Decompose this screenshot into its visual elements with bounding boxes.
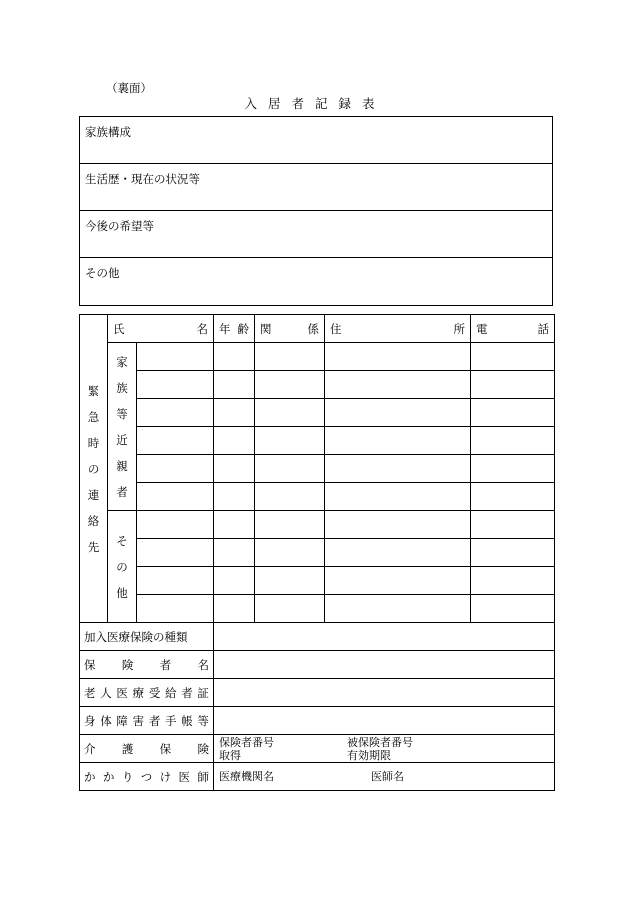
insurance-type-label: 加入医療保険の種類 [80, 623, 214, 651]
insurance-type-row [80, 623, 555, 651]
elderly-cert-label: 老 人 医 療 受 給 者 証 [80, 679, 214, 707]
notes-section [79, 116, 553, 306]
address-cell[interactable] [325, 567, 471, 595]
relation-cell[interactable] [255, 567, 325, 595]
address-cell[interactable] [325, 343, 471, 371]
address-cell[interactable] [325, 511, 471, 539]
phone-cell[interactable] [471, 567, 555, 595]
acquired-label: 取得 [219, 748, 241, 762]
care-insurance-field[interactable] [214, 735, 555, 763]
phone-cell[interactable] [471, 539, 555, 567]
relation-cell[interactable] [255, 371, 325, 399]
other-notes-field[interactable] [80, 258, 552, 305]
family-doctor-field[interactable] [214, 763, 555, 791]
name-cell[interactable] [137, 483, 214, 511]
valid-until-label: 有効期限 [347, 748, 391, 762]
name-cell[interactable] [137, 371, 214, 399]
phone-cell[interactable] [471, 399, 555, 427]
table-row [80, 483, 555, 511]
age-cell[interactable] [214, 399, 255, 427]
address-cell[interactable] [325, 427, 471, 455]
age-cell[interactable] [214, 371, 255, 399]
table-row [80, 595, 555, 623]
future-wishes-field[interactable] [80, 211, 552, 258]
name-cell[interactable] [137, 427, 214, 455]
elderly-cert-row [80, 679, 555, 707]
relation-header: 関 係 [255, 315, 325, 343]
disability-label: 身 体 障 害 者 手 帳 等 [80, 707, 214, 735]
table-header-row [80, 315, 555, 343]
address-cell[interactable] [325, 483, 471, 511]
name-cell[interactable] [137, 595, 214, 623]
address-cell[interactable] [325, 371, 471, 399]
table-row [80, 371, 555, 399]
disability-field[interactable] [214, 707, 555, 735]
life-history-label: 生活歴・現在の状況等 [85, 172, 200, 186]
insured-number-label: 被保険者番号 [347, 735, 413, 749]
age-cell[interactable] [214, 595, 255, 623]
insurer-row [80, 651, 555, 679]
relation-cell[interactable] [255, 511, 325, 539]
page-title: 入居者記録表 [244, 96, 386, 111]
insurer-number-label: 保険者番号 [219, 735, 274, 749]
table-row [80, 539, 555, 567]
name-cell[interactable] [137, 455, 214, 483]
insurer-field[interactable] [214, 651, 555, 679]
table-row [80, 427, 555, 455]
address-cell[interactable] [325, 455, 471, 483]
phone-cell[interactable] [471, 371, 555, 399]
age-cell[interactable] [214, 567, 255, 595]
phone-cell[interactable] [471, 343, 555, 371]
age-header: 年 齢 [214, 315, 255, 343]
table-row [80, 567, 555, 595]
relation-cell[interactable] [255, 595, 325, 623]
name-cell[interactable] [137, 567, 214, 595]
life-history-field[interactable] [80, 164, 552, 211]
phone-cell[interactable] [471, 483, 555, 511]
other-contacts-label: そ の 他 [108, 511, 137, 623]
relation-cell[interactable] [255, 427, 325, 455]
phone-cell[interactable] [471, 427, 555, 455]
age-cell[interactable] [214, 455, 255, 483]
address-cell[interactable] [325, 539, 471, 567]
table-row [80, 511, 555, 539]
insurer-label: 保 険 者 名 [80, 651, 214, 679]
name-cell[interactable] [137, 511, 214, 539]
care-insurance-label: 介 護 保 険 [80, 735, 214, 763]
address-cell[interactable] [325, 595, 471, 623]
age-cell[interactable] [214, 427, 255, 455]
family-doctor-label: か か り つ け 医 師 [80, 763, 214, 791]
phone-header: 電 話 [471, 315, 555, 343]
age-cell[interactable] [214, 483, 255, 511]
table-row [80, 399, 555, 427]
family-structure-field[interactable] [80, 117, 552, 164]
relation-cell[interactable] [255, 455, 325, 483]
care-insurance-row [80, 735, 555, 763]
name-cell[interactable] [137, 539, 214, 567]
address-header: 住 所 [325, 315, 471, 343]
relation-cell[interactable] [255, 343, 325, 371]
doctor-row [80, 763, 555, 791]
phone-cell[interactable] [471, 455, 555, 483]
elderly-cert-field[interactable] [214, 679, 555, 707]
age-cell[interactable] [214, 511, 255, 539]
age-cell[interactable] [214, 539, 255, 567]
future-wishes-label: 今後の希望等 [85, 219, 154, 233]
family-relatives-label: 家 族 等 近 親 者 [108, 343, 137, 511]
emergency-contact-table [79, 314, 555, 791]
age-cell[interactable] [214, 343, 255, 371]
relation-cell[interactable] [255, 539, 325, 567]
name-cell[interactable] [137, 343, 214, 371]
table-row [80, 343, 555, 371]
relation-cell[interactable] [255, 483, 325, 511]
disability-row [80, 707, 555, 735]
address-cell[interactable] [325, 399, 471, 427]
phone-cell[interactable] [471, 595, 555, 623]
relation-cell[interactable] [255, 399, 325, 427]
name-cell[interactable] [137, 399, 214, 427]
doctor-name-label: 医師名 [371, 770, 404, 783]
table-row [80, 455, 555, 483]
phone-cell[interactable] [471, 511, 555, 539]
insurance-type-field[interactable] [214, 623, 555, 651]
name-header: 氏 名 [108, 315, 214, 343]
page-side-label: （裏面） [106, 81, 152, 95]
institution-label: 医療機関名 [219, 770, 274, 783]
family-structure-label: 家族構成 [85, 125, 131, 139]
other-notes-label: その他 [85, 266, 120, 280]
emergency-contact-label: 緊 急 時 の 連 絡 先 [80, 315, 108, 623]
